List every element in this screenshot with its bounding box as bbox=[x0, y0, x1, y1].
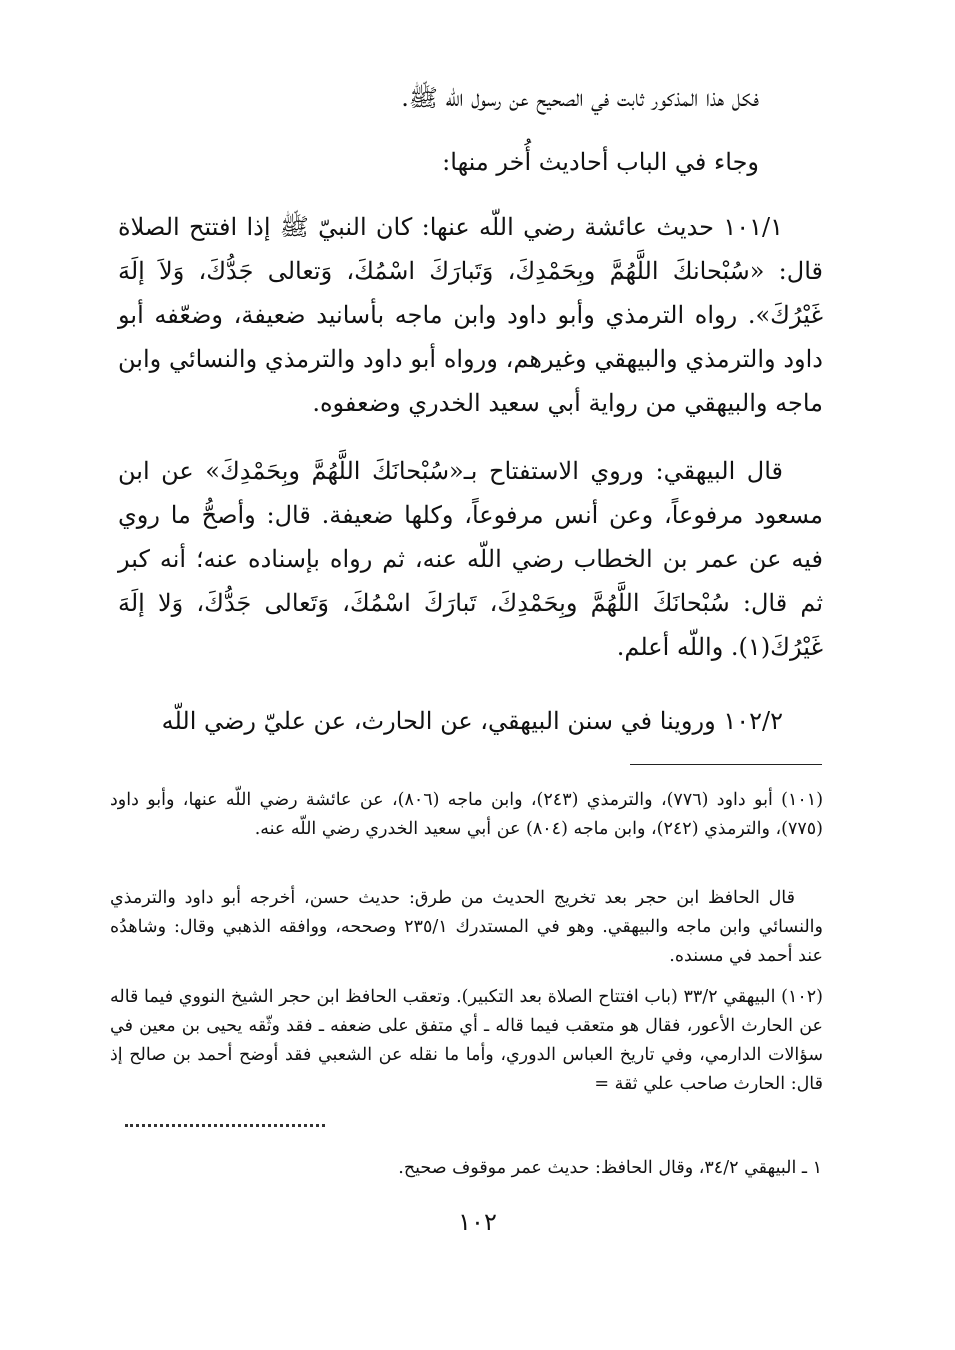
hadith-102-paragraph: ١٠٢/٢ وروينا في سنن البيهقي، عن الحارث، عن عليّ رضي اللّه bbox=[161, 707, 783, 735]
intro-line-1: فكل هذا المذكور ثابت في الصحيح عن رسول اللّه ﷺ. bbox=[401, 84, 759, 112]
footnote-dotted-separator bbox=[125, 1124, 325, 1127]
bayhaqi-paragraph: قال البيهقي: وروي الاستفتاح بـ«سُبْحانَكَ اللَّهُمَّ وبِحَمْدِكَ» عن ابن مسعود مرفوعاً، وعن أنس مرفوعاً، وكلها ضعيفة. قال: وأصحُّ ما روي فيه عن عمر بن الخطاب رضي اللّه عنه، ثم رواه بإسناده عنه؛ أنه كبر ثم قال: سُبْحانَكَ اللَّهُمَّ وبِحَمْدِكَ، تَبارَكَ اسْمُكَ، وَتَعالى جَدُّكَ، وَلا إلَهَ غَيْرُكَ(١). واللّه أعلم. bbox=[118, 457, 824, 661]
hadith-101-paragraph: ١٠١/١ حديث عائشة رضي اللّه عنها: كان النبيّ ﷺ إذا افتتح الصلاة قال: «سُبْحانكَ اللَّهُمَّ وبِحَمْدِكَ، وَتَبارَكَ اسْمُكَ، وَتعالى جَدُّكَ، وَلاَ إلَهَ غَيْرُكَ». رواه الترمذي وأبو داود وابن ماجه بأسانيد ضعيفة، وضعّفه أبو داود والترمذي والبيهقي وغيرهم، ورواه أبو داود والترمذي والنسائي وابن ماجه والبيهقي من رواية أبي سعيد الخدري وضعفوه. bbox=[118, 213, 823, 417]
footnote-1: ١ ـ البيهقي ٣٤/٢، وقال الحافظ: حديث عمر موقوف صحيح. bbox=[398, 1158, 822, 1178]
footnote-separator bbox=[630, 764, 822, 765]
page-number: ١٠٢ bbox=[458, 1208, 497, 1236]
intro-line-2: وجاء في الباب أحاديث أُخر منها: bbox=[442, 148, 759, 176]
footnote-101: (١٠١) أبو داود (٧٧٦)، والترمذي (٢٤٣)، وابن ماجه (٨٠٦)، عن عائشة رضي اللّه عنها، وأبو داود (٧٧٥)، والترمذي (٢٤٢)، وابن ماجه (٨٠٤) عن أبي سعيد الخدري رضي اللّه عنه. bbox=[110, 790, 824, 839]
footnote-101-note: قال الحافظ ابن حجر بعد تخريج الحديث من طرق: حديث حسن، أخرجه أبو داود والترمذي والنسائي وابن ماجه والبيهقي. وهو في المستدرك ٢٣٥/١ وصححه، ووافقه الذهبي وقال: وشاهدُه عند أحمد في مسنده. bbox=[110, 888, 823, 966]
footnote-102: (١٠٢) البيهقي ٣٣/٢ (باب افتتاح الصلاة بعد التكبير). وتعقب الحافظ ابن حجر الشيخ النووي فيما قاله عن الحارث الأعور، فقال هو متعقب فيما قاله ـ أي متفق على ضعفه ـ فقد وثّقه يحيى بن معين في سؤالات الدارمي، وفي تاريخ العباس الدوري، وأما ما نقله عن الشعبي فقد أوضح أحمد بن صالح إذ قال: الحارث صاحب علي ثقة = bbox=[110, 987, 823, 1094]
